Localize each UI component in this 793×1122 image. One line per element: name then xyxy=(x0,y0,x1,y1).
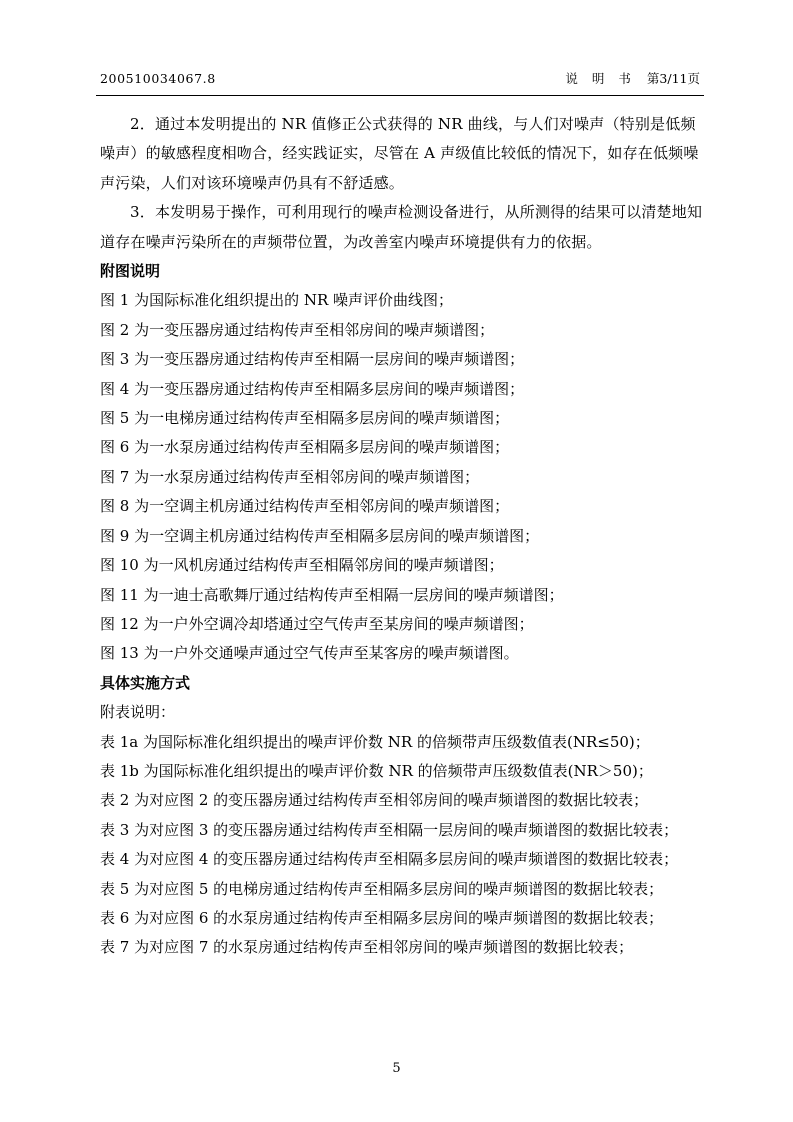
figure-item: 图 4 为一变压器房通过结构传声至相隔多层房间的噪声频谱图； xyxy=(100,379,525,398)
table-item: 表 6 为对应图 6 的水泵房通过结构传声至相隔多层房间的噪声频谱图的数据比较表； xyxy=(100,908,664,927)
header-right xyxy=(565,69,700,89)
figure-item: 图 7 为一水泵房通过结构传声至相邻房间的噪声频谱图； xyxy=(100,467,480,486)
figure-item: 图 5 为一电梯房通过结构传声至相隔多层房间的噪声频谱图； xyxy=(100,409,510,428)
document-body xyxy=(100,110,710,963)
paragraph-advantage-3: 3．本发明易于操作，可利用现行的噪声检测设备进行，从所测得的结果可以清楚地知道存在噪声污染所在的声频带位置，为改善室内噪声环境提供有力的依据。 xyxy=(100,203,703,251)
implementation-heading: 具体实施方式 xyxy=(100,673,191,692)
figure-item: 图 10 为一风机房通过结构传声至相隔邻房间的噪声频谱图； xyxy=(100,556,504,575)
table-item: 表 3 为对应图 3 的变压器房通过结构传声至相隔一层房间的噪声频谱图的数据比较表； xyxy=(100,820,679,839)
figure-item: 图 2 为一变压器房通过结构传声至相邻房间的噪声频谱图； xyxy=(100,320,495,339)
table-item: 表 7 为对应图 7 的水泵房通过结构传声至相邻房间的噪声频谱图的数据比较表； xyxy=(100,938,634,957)
figure-item: 图 6 为一水泵房通过结构传声至相隔多层房间的噪声频谱图； xyxy=(100,438,510,457)
table-item: 表 5 为对应图 5 的电梯房通过结构传声至相隔多层房间的噪声频谱图的数据比较表； xyxy=(100,879,664,898)
page-header xyxy=(100,69,700,89)
figure-item: 图 9 为一空调主机房通过结构传声至相隔多层房间的噪声频谱图； xyxy=(100,526,540,545)
table-item: 表 1b 为国际标准化组织提出的噪声评价数 NR 的倍频带声压级数值表(NR＞50)； xyxy=(100,761,653,780)
figure-item: 图 8 为一空调主机房通过结构传声至相邻房间的噪声频谱图； xyxy=(100,497,510,516)
header-page-info: 第3/11页 xyxy=(646,71,700,86)
figure-item: 图 11 为一迪士高歌舞厅通过结构传声至相隔一层房间的噪声频谱图； xyxy=(100,585,564,604)
figure-item: 图 3 为一变压器房通过结构传声至相隔一层房间的噪声频谱图； xyxy=(100,350,525,369)
table-item: 表 4 为对应图 4 的变压器房通过结构传声至相隔多层房间的噪声频谱图的数据比较表； xyxy=(100,850,679,869)
table-item: 表 1a 为国际标准化组织提出的噪声评价数 NR 的倍频带声压级数值表(NR≤50)； xyxy=(100,732,650,751)
page-number: 5 xyxy=(392,1061,401,1076)
table-item: 表 2 为对应图 2 的变压器房通过结构传声至相邻房间的噪声频谱图的数据比较表； xyxy=(100,791,649,810)
header-label-3: 书 xyxy=(618,71,631,86)
header-rule xyxy=(96,95,704,96)
figure-item: 图 12 为一户外空调冷却塔通过空气传声至某房间的噪声频谱图； xyxy=(100,614,534,633)
figure-item: 图 13 为一户外交通噪声通过空气传声至某客房的噪声频谱图。 xyxy=(100,644,519,663)
header-label-2: 明 xyxy=(591,71,605,86)
figures-heading: 附图说明 xyxy=(100,262,161,281)
header-label-1: 说 xyxy=(565,71,578,86)
paragraph-advantage-2: 2．通过本发明提出的 NR 值修正公式获得的 NR 曲线，与人们对噪声（特别是低频噪声）的敏感程度相吻合，经实践证实，尽管在 A 声级值比较低的情况下，如存在低频噪声污染，人们对该环境噪声仍具有不舒适感。 xyxy=(100,115,699,192)
figure-item: 图 1 为国际标准化组织提出的 NR 噪声评价曲线图； xyxy=(100,291,454,310)
document-number: 200510034067.8 xyxy=(100,71,216,86)
tables-heading: 附表说明： xyxy=(100,703,176,722)
